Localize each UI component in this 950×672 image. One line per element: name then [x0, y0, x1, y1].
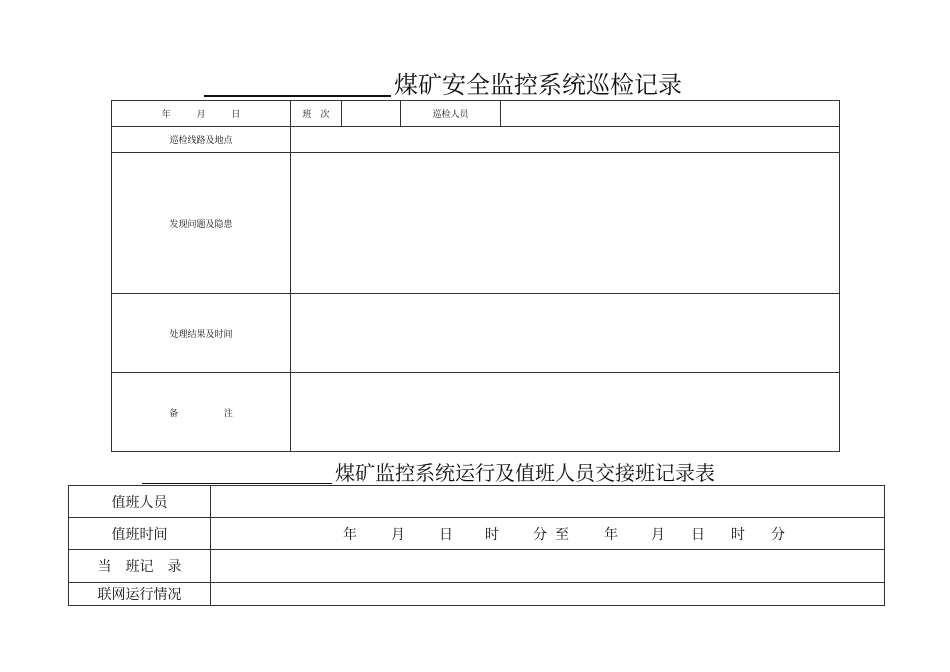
time-minute-2: 分 — [771, 526, 785, 543]
result-value[interactable] — [291, 294, 840, 373]
shift-value[interactable] — [342, 101, 401, 127]
inspector-value[interactable] — [501, 101, 840, 127]
duty-time-label: 值班时间 — [69, 518, 211, 550]
date-cell — [112, 101, 291, 127]
date-day-label: 日 — [231, 110, 241, 120]
date-year-label: 年 — [161, 110, 171, 120]
network-status-label: 联网运行情况 — [69, 583, 211, 606]
mine-name-blank — [204, 70, 391, 97]
remark-label-part1: 备 — [169, 408, 179, 419]
shift-label: 班 次 — [291, 101, 342, 127]
current-record-value[interactable] — [211, 550, 885, 583]
handover-mine-name-blank — [142, 460, 332, 484]
handover-title-block — [0, 460, 950, 488]
route-label: 巡检线路及地点 — [112, 127, 291, 153]
duty-staff-value[interactable] — [211, 486, 885, 518]
inspection-title: 煤矿安全监控系统巡检记录 — [394, 71, 682, 99]
date-month-label: 月 — [196, 110, 206, 120]
time-to: 至 — [555, 526, 569, 543]
inspection-title-block — [0, 70, 950, 102]
time-year-2: 年 — [604, 526, 618, 543]
remark-label — [112, 373, 291, 452]
handover-table — [68, 485, 885, 606]
remark-label-part2: 注 — [223, 408, 233, 419]
inspection-table — [111, 100, 840, 452]
result-label: 处理结果及时间 — [112, 294, 291, 373]
issues-label: 发现问题及隐患 — [112, 153, 291, 294]
route-value[interactable] — [291, 127, 840, 153]
time-day-1: 日 — [439, 526, 453, 543]
time-day-2: 日 — [691, 526, 705, 543]
issues-value[interactable] — [291, 153, 840, 294]
time-month-1: 月 — [391, 526, 405, 543]
network-status-value[interactable] — [211, 583, 885, 606]
time-year-1: 年 — [343, 526, 357, 543]
remark-value[interactable] — [291, 373, 840, 452]
inspector-label: 巡检人员 — [401, 101, 501, 127]
handover-title: 煤矿监控系统运行及值班人员交接班记录表 — [335, 461, 715, 485]
time-month-2: 月 — [651, 526, 665, 543]
current-record-label: 当 班记 录 — [69, 550, 211, 583]
time-minute-1: 分 — [533, 526, 547, 543]
time-hour-2: 时 — [731, 526, 745, 543]
time-hour-1: 时 — [485, 526, 499, 543]
duty-staff-label: 值班人员 — [69, 486, 211, 518]
duty-time-value[interactable] — [211, 518, 885, 550]
